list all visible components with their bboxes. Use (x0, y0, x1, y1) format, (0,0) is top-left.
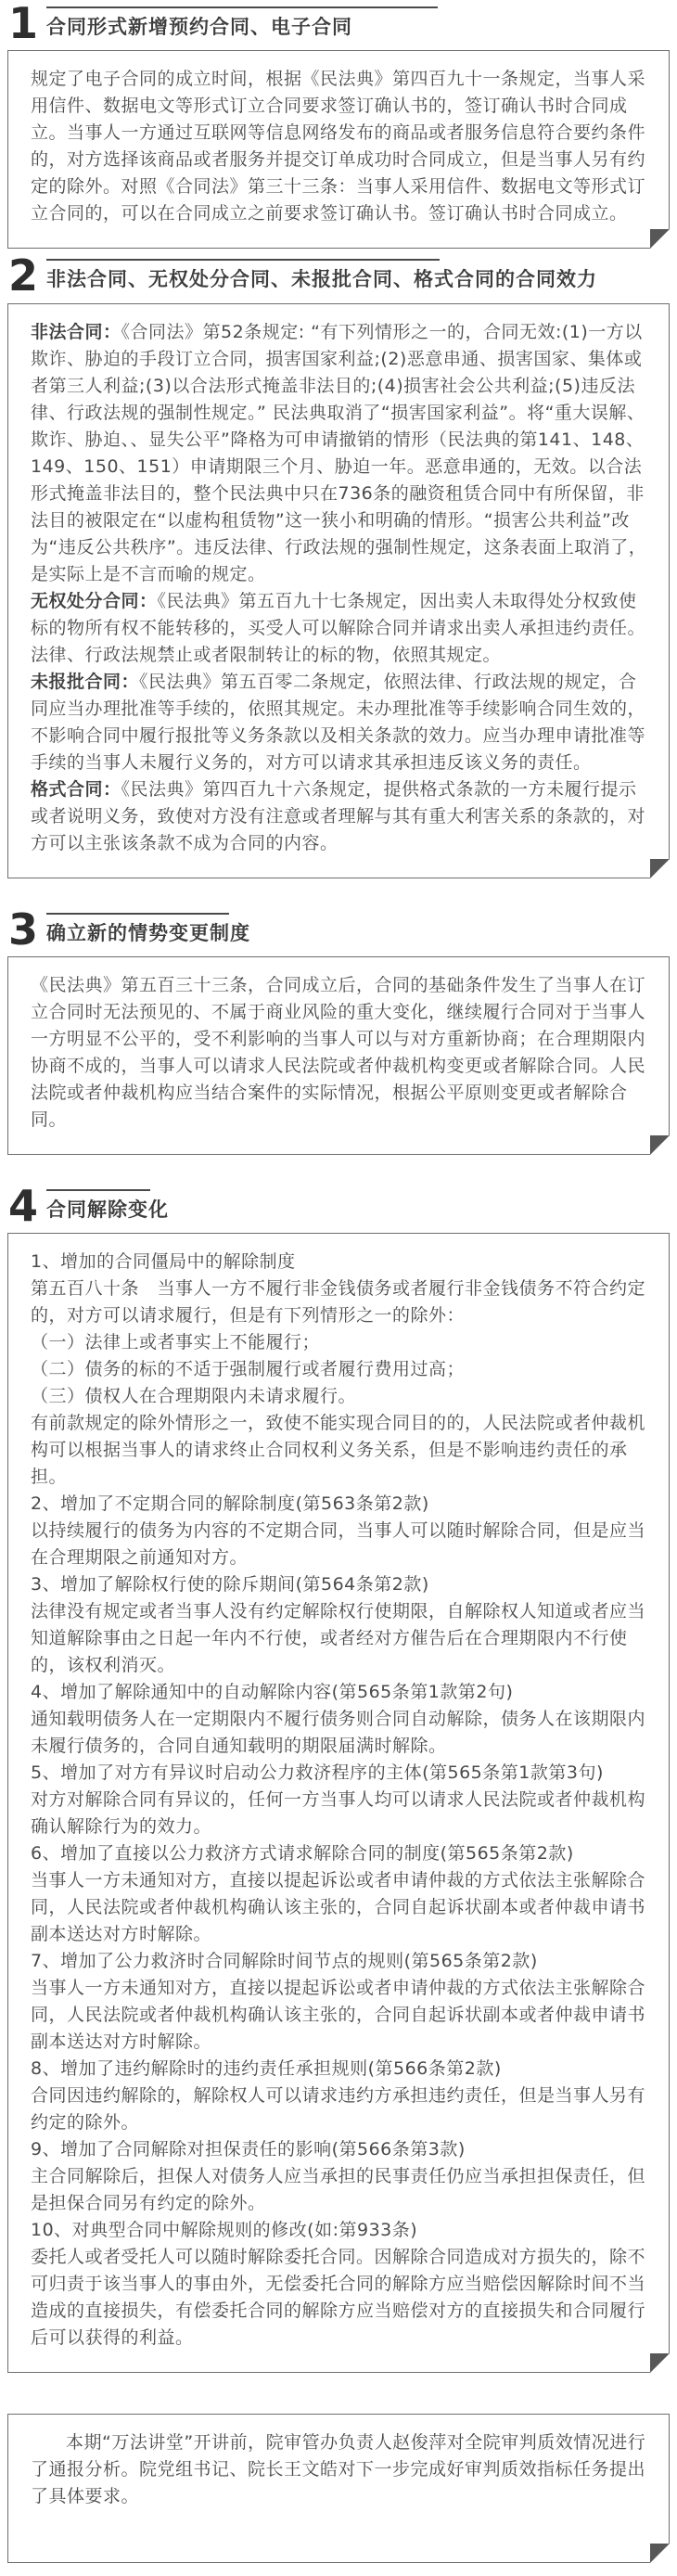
section-1-content-box (7, 50, 670, 249)
list-item: （一）法律上或者事实上不能履行； (31, 1332, 321, 1353)
list-item: 8、增加了违约解除时的违约责任承担规则(第566条第2款) (31, 2058, 502, 2080)
section-3-header (7, 904, 670, 955)
paragraph-label: 非法合同： (31, 321, 121, 342)
paragraph-label: 格式合同： (31, 778, 121, 800)
section-2-heading-block (46, 259, 597, 292)
section-4-number: 4 (8, 1180, 39, 1231)
section-4 (7, 1180, 670, 2373)
paragraph-label: 未报批合同： (31, 671, 140, 692)
footer-section (7, 2414, 670, 2563)
folded-corner-icon (650, 1135, 670, 1155)
folded-corner-icon (650, 229, 670, 249)
list-item: 委托人或者受托人可以随时解除委托合同。因解除合同造成对方损失的，除不可归责于该当事人的事由外，无偿委托合同的解除方应当赔偿因解除时间不当造成的直接损失，有偿委托合同的解除方应当赔偿对方的直接损失和合同履行后可以获得的利益。 (31, 2247, 646, 2349)
section-1-heading-block (46, 6, 438, 40)
section-3-paragraph: 《民法典》第五百三十三条，合同成立后，合同的基础条件发生了当事人在订立合同时无法预见的、不属于商业风险的重大变化，继续履行合同对于当事人一方明显不公平的，受不利影响的当事人可以与对方重新协商；在合理期限内协商不成的，当事人可以请求人民法院或者仲裁机构变更或者解除合同。人民法院或者仲裁机构应当结合案件的实际情况，根据公平原则变更或者解除合同。 (31, 974, 646, 1130)
section-4-content-box (7, 1233, 670, 2373)
paragraph-text: 《合同法》第52条规定: “有下列情形之一的，合同无效:(1)一方以欺诈、胁迫的手段订立合同，损害国家利益;(2)恶意串通、损害国家、集体或者第三人利益;(3)以合法形式掩盖非法目的;(4)损害社会公共利益;(5)违反法律、行政法规的强制性规定。” 民法典取消了“损害国家利益”。将“重大误解、欺诈、胁迫、、显失公平”降格为可申请撤销的情形（民法典的第141、148、149、150、151）申请期限三个月、胁迫一年。恶意串通的，无效。以合法形式掩盖非法目的，整个民法典中只在736条的融资租赁合同中有所保留，非法目的被限定在“以虚构租赁物”这一狭小和明确的情形。“损害公共利益”改为“违反公共秩序”。违反法律、行政法规的强制性规定，这条表面上取消了，是实际上是不言而喻的规定。 (31, 321, 647, 584)
section-3-title: 确立新的情势变更制度 (46, 921, 251, 944)
labeled-paragraph (31, 776, 648, 857)
heading-overline (46, 6, 438, 8)
section-1 (7, 0, 670, 249)
list-item: 2、增加了不定期合同的解除制度(第563条第2款) (31, 1493, 429, 1515)
section-1-title: 合同形式新增预约合同、电子合同 (46, 16, 353, 38)
list-item: 第五百八十条 当事人一方不履行非金钱债务或者履行非金钱债务不符合约定的，对方可以请求履行，但是有下列情形之一的除外： (31, 1278, 646, 1326)
section-2 (7, 250, 670, 878)
list-item: 有前款规定的除外情形之一，致使不能实现合同目的的，人民法院或者仲裁机构可以根据当事人的请求终止合同权利义务关系，但是不影响违约责任的承担。 (31, 1413, 646, 1488)
paragraph-label: 无权处分合同： (31, 590, 158, 611)
list-item: （二）债务的标的不适于强制履行或者履行费用过高； (31, 1359, 466, 1380)
labeled-paragraph (31, 319, 648, 588)
list-item: 当事人一方未通知对方，直接以提起诉讼或者申请仲裁的方式依法主张解除合同，人民法院或者仲裁机构确认该主张的，合同自起诉状副本或者仲裁申请书副本送达对方时解除。 (31, 1978, 646, 2053)
list-item: 对方对解除合同有异议的，任何一方当事人均可以请求人民法院或者仲裁机构确认解除行为的效力。 (31, 1789, 646, 1838)
list-item: 主合同解除后，担保人对债务人应当承担的民事责任仍应当承担担保责任，但是担保合同另有约定的除外。 (31, 2166, 646, 2214)
section-4-heading-block (46, 1189, 169, 1223)
list-item: 6、增加了直接以公力救济方式请求解除合同的制度(第565条第2款) (31, 1843, 574, 1865)
folded-corner-icon (650, 2353, 670, 2373)
labeled-paragraph (31, 588, 648, 669)
list-item: 10、对典型合同中解除规则的修改(如:第933条) (31, 2220, 418, 2241)
list-item: 以持续履行的债务为内容的不定期合同，当事人可以随时解除合同，但是应当在合理期限之前通知对方。 (31, 1520, 646, 1569)
labeled-paragraph (31, 669, 648, 776)
list-item: 3、增加了解除权行使的除斥期间(第564条第2款) (31, 1574, 429, 1596)
footer-note: 本期“万法讲堂”开讲前，院审管办负责人赵俊萍对全院审判质效情况进行了通报分析。院党组书记、院长王文皓对下一步完成好审判质效指标任务提出了具体要求。 (31, 2432, 646, 2507)
section-1-header (7, 0, 670, 48)
footer-content-box (7, 2414, 670, 2563)
list-item: （三）债权人在合理期限内未请求履行。 (31, 1386, 357, 1407)
heading-overline (46, 259, 440, 261)
list-item: 法律没有规定或者当事人没有约定解除权行使期限，自解除权人知道或者应当知道解除事由之日起一年内不行使，或者经对方催告后在合理期限内不行使的，该权利消灭。 (31, 1601, 646, 1676)
folded-corner-icon (650, 2544, 670, 2563)
section-2-title: 非法合同、无权处分合同、未报批合同、格式合同的合同效力 (46, 268, 598, 291)
paragraph-text: 《民法典》第五百九十七条规定，因出卖人未取得处分权致使标的物所有权不能转移的，买受人可以解除合同并请求出卖人承担违约责任。法律、行政法规禁止或者限制转让的标的物，依照其规定。 (31, 590, 646, 665)
section-3-number: 3 (8, 904, 39, 955)
section-1-number: 1 (8, 0, 39, 48)
section-3-content-box (7, 956, 670, 1155)
paragraph-text: 《民法典》第四百九十六条规定，提供格式条款的一方未履行提示或者说明义务，致使对方没有注意或者理解与其有重大利害关系的条款的，对方可以主张该条款不成为合同的内容。 (31, 778, 646, 853)
list-item: 4、增加了解除通知中的自动解除内容(第565条第1款第2句) (31, 1682, 514, 1703)
list-item: 9、增加了合同解除对担保责任的影响(第566条第3款) (31, 2139, 466, 2160)
section-1-paragraph: 规定了电子合同的成立时间，根据《民法典》第四百九十一条规定，当事人采用信件、数据电文等形式订立合同要求签订确认书的，签订确认书时合同成立。当事人一方通过互联网等信息网络发布的商品或者服务信息符合要约条件的，对方选择该商品或者服务并提交订单成功时合同成立，但是当事人另有约定的除外。对照《合同法》第三十三条：当事人采用信件、数据电文等形式订立合同的，可以在合同成立之前要求签订确认书。签订确认书时合同成立。 (31, 69, 646, 224)
section-4-title: 合同解除变化 (46, 1198, 170, 1221)
folded-corner-icon (650, 859, 670, 878)
heading-overline (46, 1189, 150, 1191)
section-2-header (7, 250, 670, 301)
paragraph-text: 《民法典》第五百零二条规定，依照法律、行政法规的规定，合同应当办理批准等手续的，依照其规定。未办理批准等手续影响合同生效的，不影响合同中履行报批等义务条款以及相关条款的效力。应当办理申请批准等手续的当事人未履行义务的，对方可以请求其承担违反该义务的责任。 (31, 671, 646, 773)
list-item: 1、增加的合同僵局中的解除制度 (31, 1251, 296, 1273)
section-4-header (7, 1180, 670, 1231)
list-item: 7、增加了公力救济时合同解除时间节点的规则(第565条第2款) (31, 1951, 538, 1972)
heading-overline (46, 913, 229, 915)
list-item: 5、增加了对方有异议时启动公力救济程序的主体(第565条第1款第3句) (31, 1762, 604, 1784)
list-item: 通知载明债务人在一定期限内不履行债务则合同自动解除，债务人在该期限内未履行债务的，合同自通知载明的期限届满时解除。 (31, 1709, 646, 1757)
section-2-number: 2 (8, 250, 39, 301)
section-2-content-box (7, 303, 670, 878)
section-3-heading-block (46, 913, 250, 946)
section-3 (7, 904, 670, 1155)
list-item: 合同因违约解除的，解除权人可以请求违约方承担违约责任，但是当事人另有约定的除外。 (31, 2085, 646, 2134)
list-item: 当事人一方未通知对方，直接以提起诉讼或者申请仲裁的方式依法主张解除合同，人民法院或者仲裁机构确认该主张的，合同自起诉状副本或者仲裁申请书副本送达对方时解除。 (31, 1870, 646, 1945)
